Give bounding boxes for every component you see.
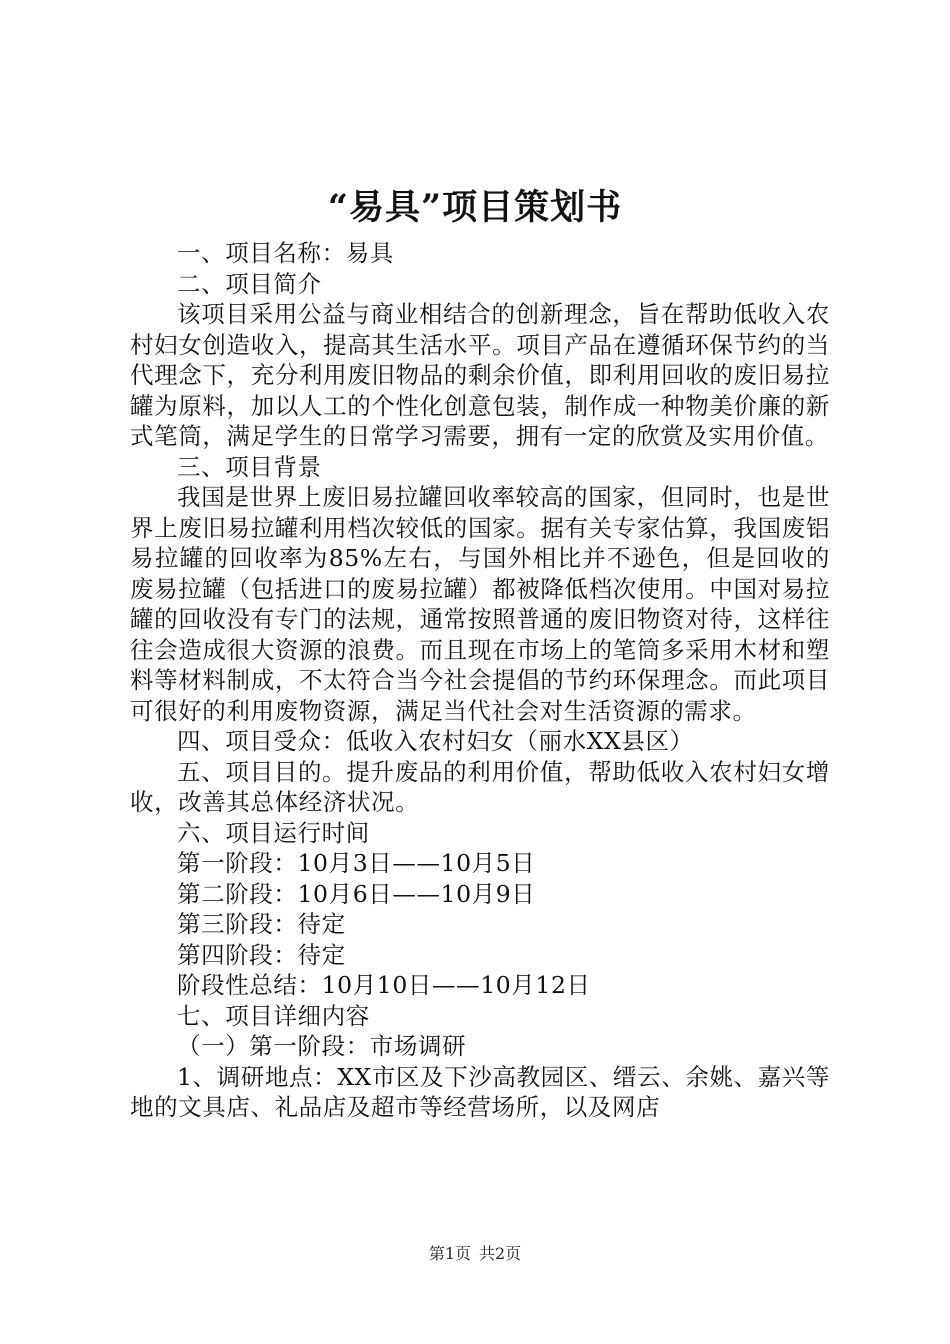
purpose-paragraph: 五、项目目的。提升废品的利用价值，帮助低收入农村妇女增收，改善其总体经济状况。 <box>130 757 830 816</box>
audience-line: 四、项目受众：低收入农村妇女（丽水XX县区） <box>177 727 694 755</box>
schedule-heading: 六、项目运行时间 <box>177 818 370 847</box>
schedule-phase-3: 第三阶段：待定 <box>177 910 346 938</box>
schedule-phase-2: 第二阶段：10月6日——10月9日 <box>177 879 536 908</box>
page-number: 第1页 <box>428 1244 471 1263</box>
schedule-summary: 阶段性总结：10月10日——10月12日 <box>177 971 591 999</box>
intro-heading: 二、项目简介 <box>177 269 322 298</box>
page-footer <box>0 1243 950 1265</box>
intro-paragraph: 该项目采用公益与商业相结合的创新理念，旨在帮助低收入农村妇女创造收入，提高其生活水平。项目产品在遵循环保节约的当代理念下，充分利用废旧物品的剩余价值，即利用回收的废旧易拉罐为原料，加以人工的个性化创意包装，制作成一种物美价廉的新式笔筒，满足学生的日常学习需要，拥有一定的欣赏及实用价值。 <box>130 300 830 450</box>
document-body <box>130 238 830 1123</box>
background-heading: 三、项目背景 <box>177 452 322 481</box>
details-heading: 七、项目详细内容 <box>177 1001 370 1030</box>
schedule-phase-4: 第四阶段：待定 <box>177 940 346 969</box>
document-title: “易具”项目策划书 <box>327 187 623 228</box>
page-total: 共2页 <box>479 1244 522 1263</box>
research-paragraph: 1、调研地点：XX市区及下沙高教园区、缙云、余姚、嘉兴等地的文具店、礼品店及超市等经营场所，以及网店 <box>130 1062 830 1121</box>
phase-one-heading: （一）第一阶段：市场调研 <box>177 1032 467 1060</box>
background-paragraph: 我国是世界上废旧易拉罐回收率较高的国家，但同时，也是世界上废旧易拉罐利用档次较低的国家。据有关专家估算，我国废铝易拉罐的回收率为85%左右，与国外相比并不逊色，但是回收的废易拉罐（包括进口的废易拉罐）都被降低档次使用。中国对易拉罐的回收没有专门的法规，通常按照普通的废旧物资对待，这样往往会造成很大资源的浪费。而且现在市场上的笔筒多采用木材和塑料等材料制成，不太符合当今社会提倡的节约环保理念。而此项目可很好的利用废物资源，满足当代社会对生活资源的需求。 <box>130 483 830 725</box>
schedule-phase-1: 第一阶段：10月3日——10月5日 <box>177 849 536 877</box>
project-name-line: 一、项目名称：易具 <box>177 239 394 267</box>
